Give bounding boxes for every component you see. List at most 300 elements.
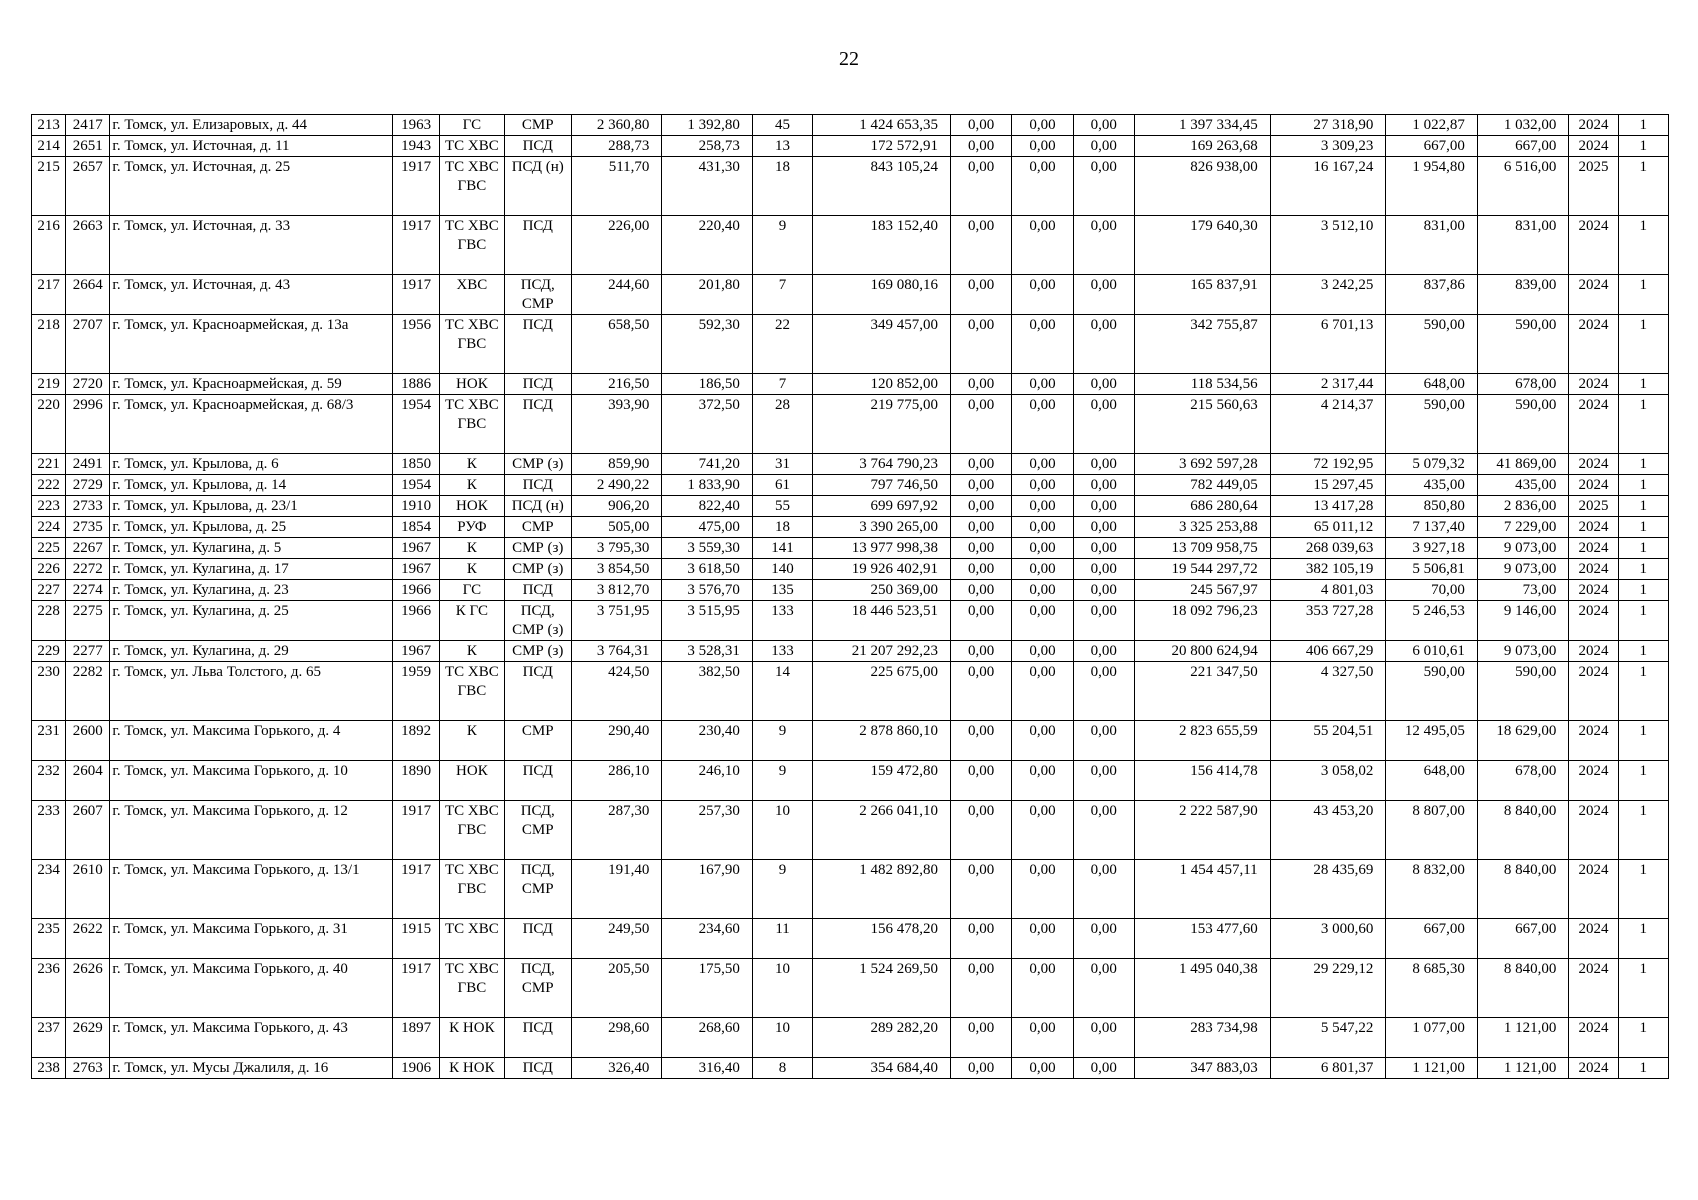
cell-addr: г. Томск, ул. Максима Горького, д. 31	[110, 919, 393, 959]
cell-fund: 18 092 796,23	[1134, 601, 1270, 641]
cell-limit: 9 073,00	[1477, 538, 1569, 559]
table-row	[32, 959, 1669, 1018]
cell-sys: К	[440, 721, 504, 761]
cell-k: 1	[1618, 475, 1668, 496]
cell-people: 9	[752, 761, 812, 801]
cell-f2: 0,00	[1012, 761, 1073, 801]
cell-year: 1917	[392, 801, 439, 860]
cell-work: ПСД	[504, 136, 571, 157]
cell-k: 1	[1618, 454, 1668, 475]
cell-work: СМР (з)	[504, 641, 571, 662]
table-row	[32, 919, 1669, 959]
cell-a1: 286,10	[571, 761, 661, 801]
cell-unit: 1 077,00	[1386, 1018, 1478, 1058]
cell-plan: 2024	[1569, 374, 1618, 395]
cell-limit: 678,00	[1477, 761, 1569, 801]
cell-total: 159 472,80	[813, 761, 951, 801]
cell-fund: 1 454 457,11	[1134, 860, 1270, 919]
cell-limit: 590,00	[1477, 315, 1569, 374]
cell-limit: 8 840,00	[1477, 860, 1569, 919]
cell-id: 2657	[66, 157, 110, 216]
cell-extra: 55 204,51	[1270, 721, 1386, 761]
cell-f1: 0,00	[950, 216, 1011, 275]
cell-f1: 0,00	[950, 315, 1011, 374]
cell-unit: 1 121,00	[1386, 1058, 1478, 1079]
cell-addr: г. Томск, ул. Источная, д. 25	[110, 157, 393, 216]
cell-people: 45	[752, 115, 812, 136]
table-row	[32, 157, 1669, 216]
cell-fund: 782 449,05	[1134, 475, 1270, 496]
cell-plan: 2024	[1569, 919, 1618, 959]
cell-addr: г. Томск, ул. Кулагина, д. 17	[110, 559, 393, 580]
cell-extra: 6 801,37	[1270, 1058, 1386, 1079]
cell-work: СМР (з)	[504, 538, 571, 559]
cell-f2: 0,00	[1012, 374, 1073, 395]
cell-year: 1917	[392, 216, 439, 275]
cell-f3: 0,00	[1073, 959, 1134, 1018]
cell-f3: 0,00	[1073, 517, 1134, 538]
cell-f1: 0,00	[950, 662, 1011, 721]
cell-fund: 283 734,98	[1134, 1018, 1270, 1058]
cell-limit: 8 840,00	[1477, 801, 1569, 860]
cell-f1: 0,00	[950, 601, 1011, 641]
cell-n: 233	[32, 801, 66, 860]
cell-id: 2277	[66, 641, 110, 662]
cell-f3: 0,00	[1073, 275, 1134, 315]
cell-unit: 8 832,00	[1386, 860, 1478, 919]
cell-f3: 0,00	[1073, 919, 1134, 959]
cell-k: 1	[1618, 959, 1668, 1018]
cell-sys: ГС	[440, 115, 504, 136]
cell-unit: 667,00	[1386, 136, 1478, 157]
cell-a1: 505,00	[571, 517, 661, 538]
cell-id: 2720	[66, 374, 110, 395]
cell-total: 219 775,00	[813, 395, 951, 454]
cell-f2: 0,00	[1012, 919, 1073, 959]
cell-f1: 0,00	[950, 157, 1011, 216]
cell-work: ПСД	[504, 315, 571, 374]
cell-k: 1	[1618, 157, 1668, 216]
cell-unit: 70,00	[1386, 580, 1478, 601]
cell-extra: 406 667,29	[1270, 641, 1386, 662]
cell-plan: 2024	[1569, 315, 1618, 374]
cell-unit: 5 246,53	[1386, 601, 1478, 641]
cell-sys: ТС ХВС ГВС	[440, 315, 504, 374]
cell-f1: 0,00	[950, 559, 1011, 580]
cell-unit: 850,80	[1386, 496, 1478, 517]
cell-extra: 3 242,25	[1270, 275, 1386, 315]
cell-f1: 0,00	[950, 496, 1011, 517]
table-row	[32, 315, 1669, 374]
table-row	[32, 275, 1669, 315]
cell-year: 1967	[392, 559, 439, 580]
cell-year: 1966	[392, 601, 439, 641]
cell-fund: 156 414,78	[1134, 761, 1270, 801]
cell-f3: 0,00	[1073, 136, 1134, 157]
cell-f1: 0,00	[950, 538, 1011, 559]
cell-id: 2491	[66, 454, 110, 475]
cell-addr: г. Томск, ул. Красноармейская, д. 13а	[110, 315, 393, 374]
cell-people: 7	[752, 275, 812, 315]
cell-id: 2274	[66, 580, 110, 601]
cell-unit: 1 954,80	[1386, 157, 1478, 216]
cell-total: 18 446 523,51	[813, 601, 951, 641]
cell-year: 1967	[392, 538, 439, 559]
cell-f3: 0,00	[1073, 454, 1134, 475]
cell-unit: 3 927,18	[1386, 538, 1478, 559]
cell-extra: 15 297,45	[1270, 475, 1386, 496]
cell-total: 13 977 998,38	[813, 538, 951, 559]
cell-extra: 5 547,22	[1270, 1018, 1386, 1058]
cell-f3: 0,00	[1073, 496, 1134, 517]
cell-extra: 3 000,60	[1270, 919, 1386, 959]
cell-a1: 326,40	[571, 1058, 661, 1079]
table-row	[32, 1058, 1669, 1079]
cell-a1: 3 812,70	[571, 580, 661, 601]
cell-k: 1	[1618, 374, 1668, 395]
cell-f1: 0,00	[950, 721, 1011, 761]
cell-sys: К	[440, 559, 504, 580]
cell-year: 1917	[392, 275, 439, 315]
cell-year: 1943	[392, 136, 439, 157]
cell-id: 2651	[66, 136, 110, 157]
cell-fund: 221 347,50	[1134, 662, 1270, 721]
cell-f3: 0,00	[1073, 761, 1134, 801]
cell-unit: 648,00	[1386, 374, 1478, 395]
cell-limit: 1 121,00	[1477, 1058, 1569, 1079]
cell-unit: 8 685,30	[1386, 959, 1478, 1018]
table-row	[32, 641, 1669, 662]
cell-f1: 0,00	[950, 136, 1011, 157]
cell-addr: г. Томск, ул. Максима Горького, д. 10	[110, 761, 393, 801]
cell-a2: 201,80	[662, 275, 752, 315]
cell-id: 2622	[66, 919, 110, 959]
cell-id: 2282	[66, 662, 110, 721]
cell-plan: 2024	[1569, 959, 1618, 1018]
cell-a2: 1 392,80	[662, 115, 752, 136]
cell-total: 2 878 860,10	[813, 721, 951, 761]
cell-f3: 0,00	[1073, 559, 1134, 580]
cell-n: 227	[32, 580, 66, 601]
cell-unit: 831,00	[1386, 216, 1478, 275]
cell-a1: 3 751,95	[571, 601, 661, 641]
cell-f3: 0,00	[1073, 1058, 1134, 1079]
cell-unit: 590,00	[1386, 662, 1478, 721]
cell-sys: ГС	[440, 580, 504, 601]
cell-unit: 8 807,00	[1386, 801, 1478, 860]
cell-addr: г. Томск, ул. Кулагина, д. 29	[110, 641, 393, 662]
cell-unit: 1 022,87	[1386, 115, 1478, 136]
cell-fund: 1 397 334,45	[1134, 115, 1270, 136]
table-row	[32, 538, 1669, 559]
cell-fund: 826 938,00	[1134, 157, 1270, 216]
cell-id: 2626	[66, 959, 110, 1018]
cell-sys: ТС ХВС ГВС	[440, 801, 504, 860]
cell-f2: 0,00	[1012, 395, 1073, 454]
cell-fund: 20 800 624,94	[1134, 641, 1270, 662]
cell-extra: 16 167,24	[1270, 157, 1386, 216]
cell-k: 1	[1618, 721, 1668, 761]
cell-limit: 8 840,00	[1477, 959, 1569, 1018]
cell-total: 3 764 790,23	[813, 454, 951, 475]
cell-work: ПСД	[504, 1058, 571, 1079]
cell-f2: 0,00	[1012, 315, 1073, 374]
cell-unit: 6 010,61	[1386, 641, 1478, 662]
cell-id: 2272	[66, 559, 110, 580]
cell-f2: 0,00	[1012, 475, 1073, 496]
cell-k: 1	[1618, 641, 1668, 662]
cell-unit: 5 506,81	[1386, 559, 1478, 580]
cell-limit: 435,00	[1477, 475, 1569, 496]
cell-f1: 0,00	[950, 1018, 1011, 1058]
cell-work: ПСД, СМР	[504, 959, 571, 1018]
cell-a2: 1 833,90	[662, 475, 752, 496]
cell-year: 1917	[392, 860, 439, 919]
cell-extra: 28 435,69	[1270, 860, 1386, 919]
cell-limit: 667,00	[1477, 919, 1569, 959]
cell-id: 2729	[66, 475, 110, 496]
cell-a1: 216,50	[571, 374, 661, 395]
cell-work: СМР (з)	[504, 559, 571, 580]
cell-f1: 0,00	[950, 641, 1011, 662]
table-row	[32, 860, 1669, 919]
cell-f2: 0,00	[1012, 157, 1073, 216]
cell-work: ПСД	[504, 374, 571, 395]
cell-sys: К ГС	[440, 601, 504, 641]
cell-f2: 0,00	[1012, 496, 1073, 517]
cell-a1: 424,50	[571, 662, 661, 721]
cell-a2: 257,30	[662, 801, 752, 860]
cell-a1: 859,90	[571, 454, 661, 475]
cell-extra: 43 453,20	[1270, 801, 1386, 860]
cell-plan: 2024	[1569, 860, 1618, 919]
cell-limit: 7 229,00	[1477, 517, 1569, 538]
cell-limit: 678,00	[1477, 374, 1569, 395]
cell-n: 217	[32, 275, 66, 315]
cell-k: 1	[1618, 275, 1668, 315]
cell-k: 1	[1618, 919, 1668, 959]
cell-plan: 2024	[1569, 454, 1618, 475]
cell-k: 1	[1618, 559, 1668, 580]
cell-fund: 686 280,64	[1134, 496, 1270, 517]
cell-addr: г. Томск, ул. Источная, д. 11	[110, 136, 393, 157]
cell-f2: 0,00	[1012, 860, 1073, 919]
cell-a2: 3 528,31	[662, 641, 752, 662]
cell-f1: 0,00	[950, 395, 1011, 454]
cell-work: ПСД	[504, 662, 571, 721]
cell-k: 1	[1618, 538, 1668, 559]
cell-k: 1	[1618, 860, 1668, 919]
cell-fund: 215 560,63	[1134, 395, 1270, 454]
cell-k: 1	[1618, 662, 1668, 721]
table-row	[32, 559, 1669, 580]
cell-unit: 837,86	[1386, 275, 1478, 315]
cell-year: 1917	[392, 157, 439, 216]
cell-work: ПСД	[504, 919, 571, 959]
cell-people: 18	[752, 157, 812, 216]
cell-a2: 822,40	[662, 496, 752, 517]
cell-plan: 2024	[1569, 275, 1618, 315]
repair-register-table	[31, 114, 1669, 1079]
cell-sys: ТС ХВС ГВС	[440, 216, 504, 275]
cell-id: 2267	[66, 538, 110, 559]
cell-k: 1	[1618, 136, 1668, 157]
cell-k: 1	[1618, 496, 1668, 517]
cell-fund: 342 755,87	[1134, 315, 1270, 374]
cell-addr: г. Томск, ул. Максима Горького, д. 40	[110, 959, 393, 1018]
cell-sys: ТС ХВС ГВС	[440, 959, 504, 1018]
cell-sys: К	[440, 538, 504, 559]
cell-limit: 831,00	[1477, 216, 1569, 275]
cell-sys: ТС ХВС	[440, 136, 504, 157]
cell-year: 1959	[392, 662, 439, 721]
cell-sys: НОК	[440, 761, 504, 801]
cell-k: 1	[1618, 216, 1668, 275]
cell-extra: 4 801,03	[1270, 580, 1386, 601]
cell-extra: 2 317,44	[1270, 374, 1386, 395]
cell-plan: 2025	[1569, 157, 1618, 216]
cell-n: 234	[32, 860, 66, 919]
cell-addr: г. Томск, ул. Красноармейская, д. 68/3	[110, 395, 393, 454]
cell-people: 135	[752, 580, 812, 601]
table-row	[32, 454, 1669, 475]
cell-unit: 648,00	[1386, 761, 1478, 801]
cell-unit: 5 079,32	[1386, 454, 1478, 475]
cell-a1: 3 764,31	[571, 641, 661, 662]
cell-extra: 3 512,10	[1270, 216, 1386, 275]
cell-n: 237	[32, 1018, 66, 1058]
cell-a2: 268,60	[662, 1018, 752, 1058]
cell-sys: ТС ХВС	[440, 919, 504, 959]
cell-plan: 2024	[1569, 538, 1618, 559]
cell-a2: 431,30	[662, 157, 752, 216]
cell-sys: РУФ	[440, 517, 504, 538]
cell-f2: 0,00	[1012, 538, 1073, 559]
cell-year: 1963	[392, 115, 439, 136]
cell-k: 1	[1618, 315, 1668, 374]
cell-n: 213	[32, 115, 66, 136]
cell-f3: 0,00	[1073, 721, 1134, 761]
cell-fund: 169 263,68	[1134, 136, 1270, 157]
cell-work: СМР (з)	[504, 454, 571, 475]
cell-f2: 0,00	[1012, 1058, 1073, 1079]
cell-people: 31	[752, 454, 812, 475]
cell-total: 843 105,24	[813, 157, 951, 216]
cell-f1: 0,00	[950, 1058, 1011, 1079]
cell-sys: К	[440, 475, 504, 496]
cell-fund: 3 325 253,88	[1134, 517, 1270, 538]
cell-n: 232	[32, 761, 66, 801]
cell-limit: 9 146,00	[1477, 601, 1569, 641]
cell-a1: 906,20	[571, 496, 661, 517]
cell-sys: НОК	[440, 374, 504, 395]
cell-f1: 0,00	[950, 761, 1011, 801]
cell-work: ПСД, СМР (з)	[504, 601, 571, 641]
cell-total: 120 852,00	[813, 374, 951, 395]
cell-a2: 3 515,95	[662, 601, 752, 641]
cell-people: 14	[752, 662, 812, 721]
cell-a1: 226,00	[571, 216, 661, 275]
cell-addr: г. Томск, ул. Крылова, д. 14	[110, 475, 393, 496]
table-row	[32, 374, 1669, 395]
cell-limit: 1 032,00	[1477, 115, 1569, 136]
cell-k: 1	[1618, 801, 1668, 860]
cell-n: 219	[32, 374, 66, 395]
cell-sys: НОК	[440, 496, 504, 517]
cell-n: 214	[32, 136, 66, 157]
cell-a2: 3 576,70	[662, 580, 752, 601]
cell-f3: 0,00	[1073, 801, 1134, 860]
cell-id: 2629	[66, 1018, 110, 1058]
cell-f1: 0,00	[950, 275, 1011, 315]
cell-unit: 590,00	[1386, 315, 1478, 374]
cell-extra: 3 058,02	[1270, 761, 1386, 801]
cell-limit: 590,00	[1477, 395, 1569, 454]
cell-addr: г. Томск, ул. Кулагина, д. 25	[110, 601, 393, 641]
cell-plan: 2024	[1569, 801, 1618, 860]
cell-f2: 0,00	[1012, 454, 1073, 475]
cell-addr: г. Томск, ул. Крылова, д. 6	[110, 454, 393, 475]
cell-work: ПСД, СМР	[504, 860, 571, 919]
table-row	[32, 136, 1669, 157]
cell-a1: 2 490,22	[571, 475, 661, 496]
cell-n: 231	[32, 721, 66, 761]
cell-f1: 0,00	[950, 580, 1011, 601]
cell-plan: 2024	[1569, 721, 1618, 761]
cell-sys: К НОК	[440, 1058, 504, 1079]
cell-a1: 298,60	[571, 1018, 661, 1058]
cell-a2: 3 559,30	[662, 538, 752, 559]
cell-people: 13	[752, 136, 812, 157]
cell-n: 220	[32, 395, 66, 454]
cell-f3: 0,00	[1073, 395, 1134, 454]
cell-a1: 658,50	[571, 315, 661, 374]
cell-n: 236	[32, 959, 66, 1018]
cell-f1: 0,00	[950, 374, 1011, 395]
cell-total: 169 080,16	[813, 275, 951, 315]
cell-work: ПСД	[504, 475, 571, 496]
cell-a1: 249,50	[571, 919, 661, 959]
cell-a1: 2 360,80	[571, 115, 661, 136]
cell-addr: г. Томск, ул. Источная, д. 33	[110, 216, 393, 275]
cell-people: 141	[752, 538, 812, 559]
cell-k: 1	[1618, 1058, 1668, 1079]
table-row	[32, 517, 1669, 538]
table-row	[32, 395, 1669, 454]
cell-a2: 316,40	[662, 1058, 752, 1079]
cell-people: 18	[752, 517, 812, 538]
cell-extra: 4 214,37	[1270, 395, 1386, 454]
table-row	[32, 115, 1669, 136]
cell-a2: 186,50	[662, 374, 752, 395]
cell-f1: 0,00	[950, 959, 1011, 1018]
table-row	[32, 216, 1669, 275]
cell-fund: 347 883,03	[1134, 1058, 1270, 1079]
cell-year: 1890	[392, 761, 439, 801]
cell-total: 172 572,91	[813, 136, 951, 157]
cell-year: 1954	[392, 475, 439, 496]
cell-addr: г. Томск, ул. Максима Горького, д. 4	[110, 721, 393, 761]
cell-f2: 0,00	[1012, 959, 1073, 1018]
cell-fund: 13 709 958,75	[1134, 538, 1270, 559]
cell-year: 1850	[392, 454, 439, 475]
cell-f3: 0,00	[1073, 475, 1134, 496]
cell-people: 133	[752, 641, 812, 662]
cell-people: 22	[752, 315, 812, 374]
cell-f2: 0,00	[1012, 662, 1073, 721]
cell-addr: г. Томск, ул. Крылова, д. 25	[110, 517, 393, 538]
cell-unit: 590,00	[1386, 395, 1478, 454]
